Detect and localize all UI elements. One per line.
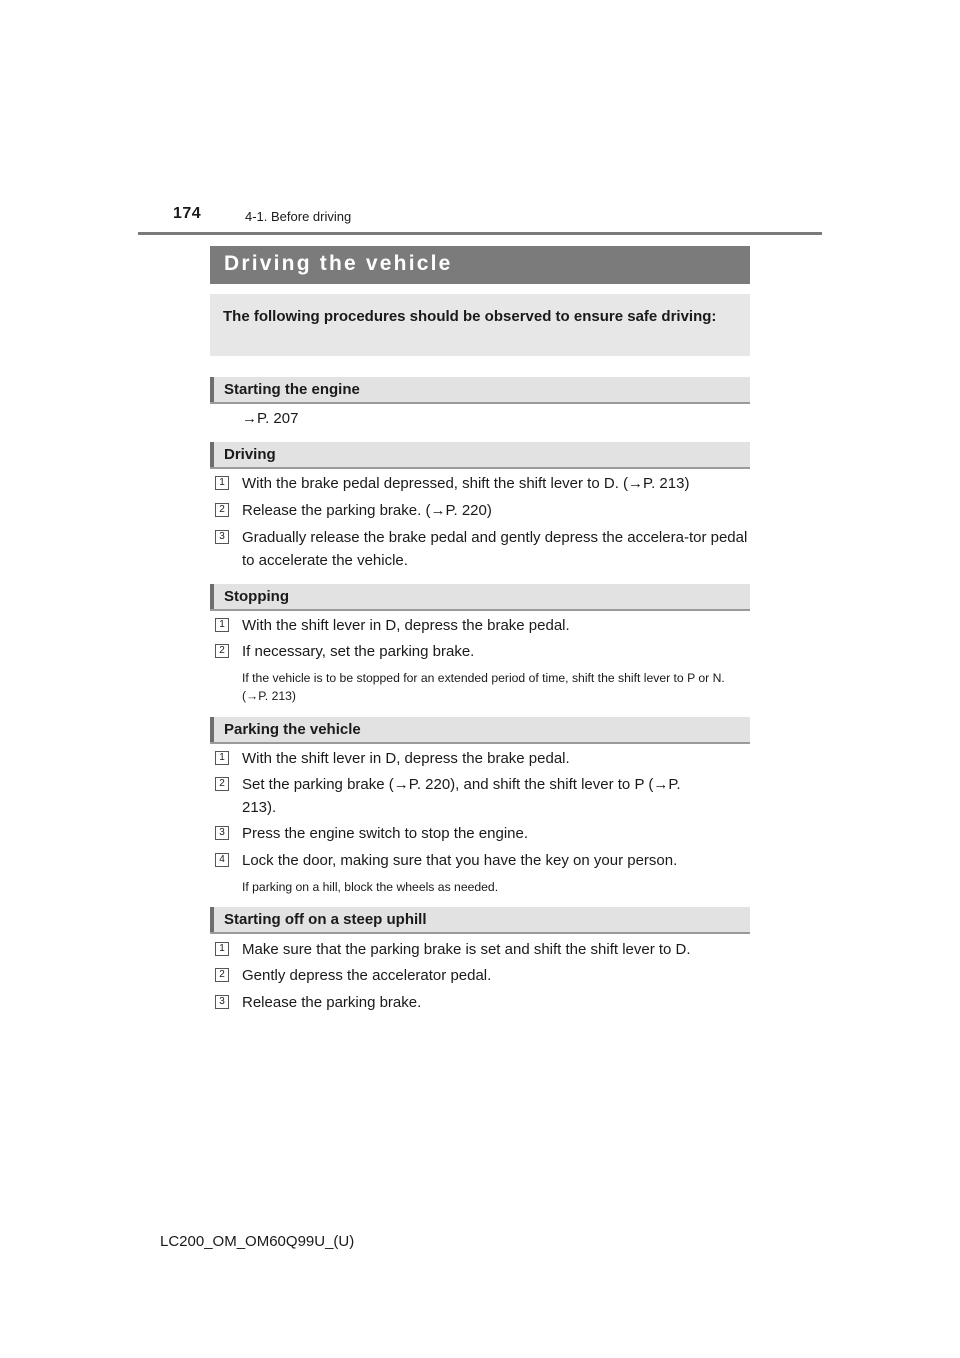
step-number: 3 xyxy=(215,530,229,544)
note-text: If parking on a hill, block the wheels as needed. xyxy=(242,880,499,894)
step-text: Gently depress the accelerator pedal. xyxy=(242,967,492,984)
step-text: Set the parking brake (→P. 220), and shift the shift lever to P (→P. 213). xyxy=(242,776,681,816)
step-text: With the brake pedal depressed, shift the shift lever to D. (→P. 213) xyxy=(242,475,690,492)
step-text: Make sure that the parking brake is set and shift the shift lever to D. xyxy=(242,941,691,958)
step-text: If necessary, set the parking brake. xyxy=(242,643,475,660)
subheading-marker xyxy=(210,717,214,742)
subheading-starting-engine xyxy=(210,377,750,404)
step-number: 4 xyxy=(215,853,229,867)
subheading-label: Parking the vehicle xyxy=(224,721,361,738)
step-text: Release the parking brake. xyxy=(242,994,422,1011)
intro-text: The following procedures should be observed to ensure safe driving: xyxy=(223,308,717,325)
step-text: Release the parking brake. (→P. 220) xyxy=(242,502,492,519)
step-text: With the shift lever in D, depress the brake pedal. xyxy=(242,617,570,634)
subheading-label: Driving xyxy=(224,446,276,463)
subheading-label: Stopping xyxy=(224,588,289,605)
subheading-marker xyxy=(210,442,214,467)
note-text: If the vehicle is to be stopped for an extended period of time, shift the shift lever to P or N. (→P. 213) xyxy=(242,671,725,703)
step-number: 2 xyxy=(215,968,229,982)
header-divider xyxy=(138,232,822,235)
step-text: Lock the door, making sure that you have the key on your person. xyxy=(242,852,678,869)
subheading-driving xyxy=(210,442,750,469)
step-number: 2 xyxy=(215,503,229,517)
step-text: Press the engine switch to stop the engine. xyxy=(242,825,529,842)
subheading-uphill xyxy=(210,907,750,934)
subheading-stopping xyxy=(210,584,750,611)
document-code: LC200_OM_OM60Q99U_(U) xyxy=(160,1233,355,1250)
step-text: With the shift lever in D, depress the brake pedal. xyxy=(242,750,570,767)
step-number: 3 xyxy=(215,826,229,840)
subheading-marker xyxy=(210,907,214,932)
subheading-marker xyxy=(210,377,214,402)
subheading-parking xyxy=(210,717,750,744)
step-number: 1 xyxy=(215,942,229,956)
subheading-label: Starting off on a steep uphill xyxy=(224,911,427,928)
subheading-marker xyxy=(210,584,214,609)
page-title-bar xyxy=(210,246,750,284)
step-number: 1 xyxy=(215,751,229,765)
step-number: 1 xyxy=(215,618,229,632)
step-number: 1 xyxy=(215,476,229,490)
step-number: 2 xyxy=(215,644,229,658)
step-text: Gradually release the brake pedal and gently depress the accelera-tor pedal to accelerate the vehicle. xyxy=(242,529,748,569)
step-number: 3 xyxy=(215,995,229,1009)
subheading-label: Starting the engine xyxy=(224,381,360,398)
page-number: 174 xyxy=(173,205,202,222)
page-title: Driving the vehicle xyxy=(224,252,453,275)
page-reference: →P. 207 xyxy=(242,410,299,427)
step-number: 2 xyxy=(215,777,229,791)
intro-box xyxy=(210,294,750,356)
section-breadcrumb: 4-1. Before driving xyxy=(245,209,352,224)
